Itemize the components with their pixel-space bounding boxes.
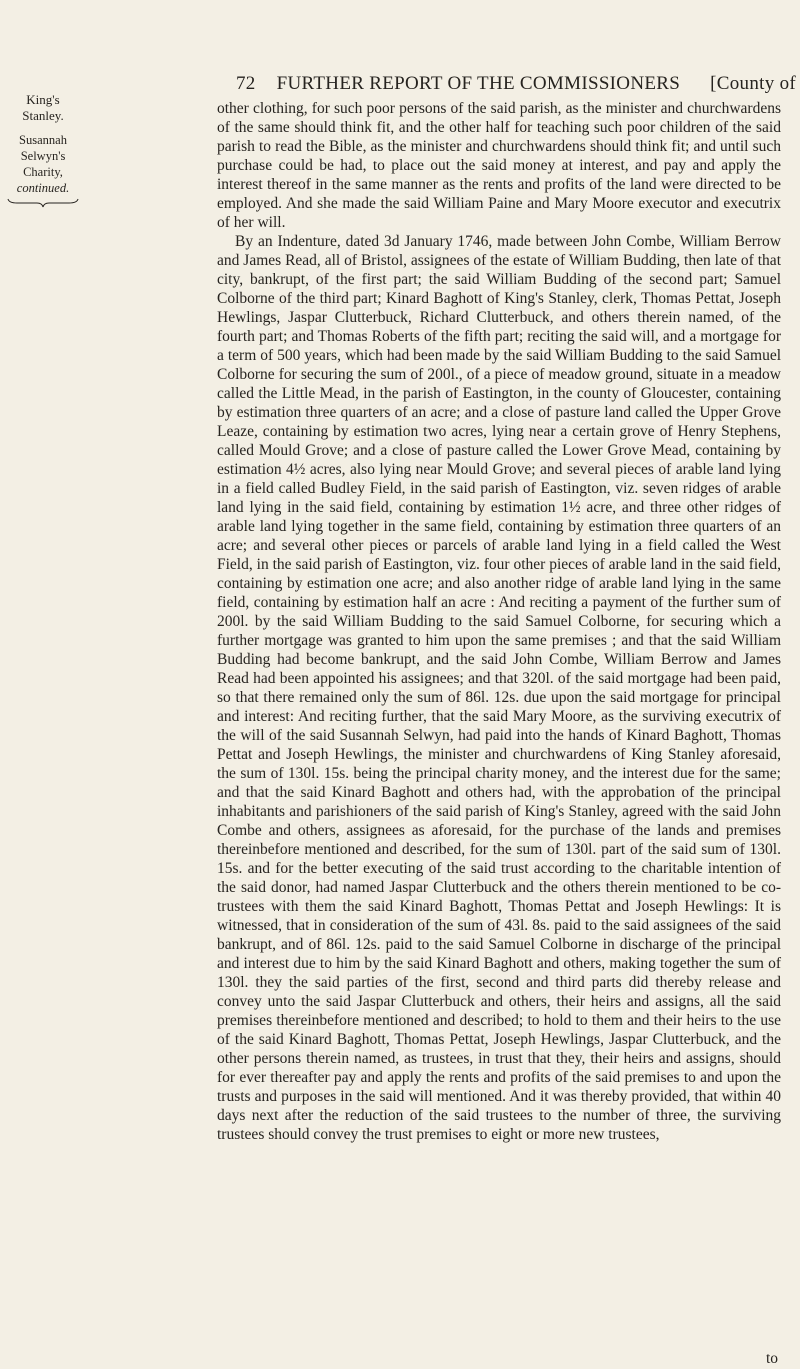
paragraph: By an Indenture, dated 3d January 1746, made between John Combe, William Berrow and James Read, all of Bristol, assignees of the estate of William Budding, then late of that city, bankrupt, of the first part; the said William Budding of the second part; Samuel Colborne of the third part; Kinard Baghott of King's Stanley, clerk, Thomas Pettat, Joseph Hewlings, Jaspar Clutterbuck, Richard Clutterbuck, and others therein named, of the fourth part; and Thomas Roberts of the fifth part; reciting the said will, and a mortgage for a term of 500 years, which had been made by the said William Budding to the said Samuel Colborne for securing the sum of 200l., of a piece of meadow ground, situate in a meadow called the Little Mead, in the parish of Eastington, in the county of Gloucester, containing by estimation three quarters of an acre; and a close of pasture land called the Upper Grove Leaze, containing by estimation two acres, lying near a certain grove of Henry Stephens, called Mould Grove; and a close of pasture called the Lower Grove Mead, containing by estimation 4½ acres, also lying near Mould Grove; and several pieces of arable land lying in a field called Budley Field, in the said parish of Eastington, viz. seven ridges of arable land lying in the said field, containing by estimation 1½ acre, and three other ridges of arable land lying together in the same field, containing by estimation three quarters of an acre; and several other pieces or parcels of arable land lying in a field called the West Field, in the said parish of Eastington, viz. four other pieces of arable land in the said field, containing by estimation one acre; and also another ridge of arable land lying in the same field, containing by estimation half an acre : And reciting a payment of the further sum of 200l. by the said William Budding to the said Samuel Colborne, for securing which a further mortgage was granted to him upon the same premises ; and that the said William Budding had become bankrupt, and the said John Combe, William Berrow and James Read had been appointed his assignees; and that 320l. of the said mortgage had been paid, so that there remained only the sum of 86l. 12s. due upon the said mortgage for principal and interest: And reciting further, that the said Mary Moore, as the surviving executrix of the will of the said Susannah Selwyn, had paid into the hands of Kinard Baghott, Thomas Pettat and Joseph Hewlings, the minister and churchwardens of King Stanley aforesaid, the sum of 130l. 15s. being the principal charity money, and the interest due for the same; and that the said Kinard Baghott and others had, with the approbation of the principal inhabitants and parishioners of the said parish of King's Stanley, agreed with the said John Combe and others, assignees as aforesaid, for the purchase of the lands and premises thereinbefore mentioned and described, for the sum of 130l. part of the said sum of 130l. 15s. and for the better executing of the said trust according to the charitable intention of the said donor, had named Jaspar Clutterbuck and the others therein mentioned to be co-trustees with them the said Kinard Baghott, Thomas Pettat and Joseph Hewlings: It is witnessed, that in consideration of the sum of 43l. 8s. paid to the said assignees of the said bankrupt, and of 86l. 12s. paid to the said Samuel Colborne in discharge of the principal and interest due to him by the said Kinard Baghott and others, making together the sum of 130l. they the said parties of the first, second and third parts did thereby release and convey unto the said Jaspar Clutterbuck and others, their heirs and assigns, all the said premises thereinbefore mentioned and described; to hold to them and their heirs to the use of the said Kinard Baghott, Thomas Pettat, Joseph Hewlings, Jaspar Clutterbuck, and the other persons therein named, as trustees, in trust that they, their heirs and assigns, should for ever thereafter pay and apply the rents and profits of the said premises to and upon the trusts and purposes in the said will mentioned. And it was thereby provided, that within 40 days next after the reduction of the said trustees to the number of three, the surviving trustees should convey the trust premises to eight or more new trustees, <box>217 233 781 1143</box>
running-county: [County of <box>710 73 796 94</box>
brace-icon <box>7 198 79 208</box>
margin-note <box>4 92 82 208</box>
paragraph: other clothing, for such poor persons of the said parish, as the minister and churchwardens of the same should think fit, and the other half for teaching such poor children of the said parish to read the Bible, as the minister and churchwardens should think fit; and until such purchase could be had, to place out the said money at interest, and pay and apply the interest thereof in the same manner as the rents and profits of the land were directed to be employed. And she made the said William Paine and Mary Moore executor and executrix of her will. <box>217 100 781 231</box>
margin-charity: Susannah Selwyn's Charity, <box>19 133 67 179</box>
page-number: 72 <box>236 73 256 94</box>
page-header <box>236 73 796 95</box>
body-text <box>217 99 781 1144</box>
catchword: to <box>765 1350 778 1367</box>
margin-continued: continued. <box>16 181 70 195</box>
running-title: FURTHER REPORT OF THE COMMISSIONERS <box>276 73 681 94</box>
margin-place: King's Stanley. <box>22 92 64 123</box>
